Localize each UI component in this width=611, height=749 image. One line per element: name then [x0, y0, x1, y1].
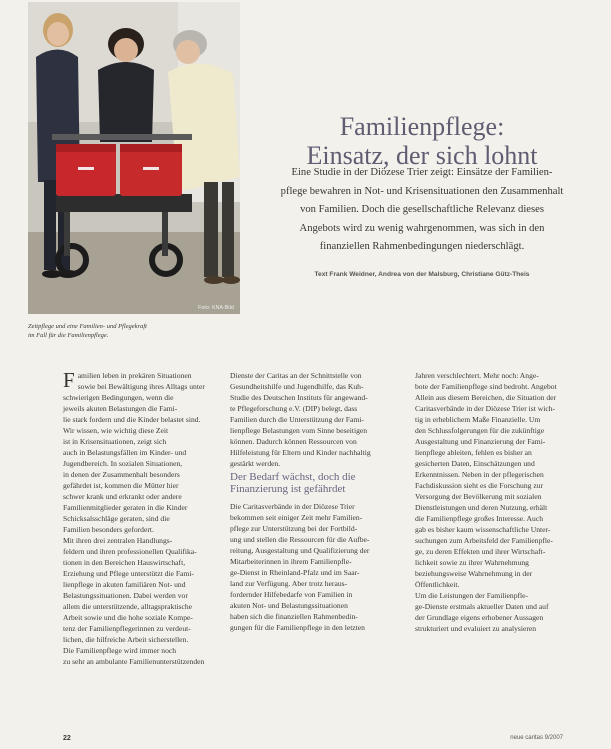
- body-text-line: Familienmitglieder geraten in die Kinder: [63, 503, 188, 512]
- body-text-line: lichkeit sowie zu ihrer Wahrnehmung: [415, 558, 529, 567]
- body-text-line: Dienste der Caritas an der Schnittstelle von: [230, 371, 362, 380]
- body-text-line: lienpflege in akuten familiären Not- und: [63, 580, 186, 589]
- lead-line: pflege bewahren in Not- und Krisensituationen den Zusammenhalt: [280, 185, 564, 197]
- body-text-line: jeweils akuten Belastungen die Fami-: [63, 404, 178, 413]
- body-text-line: Studie des Deutschen Instituts für angewand-: [230, 393, 368, 402]
- body-text-line: Fachdiskussion sieht es die Forschung zur: [415, 481, 544, 490]
- body-text-line: tig in erheblichem Maße Finanzielle. Um: [415, 415, 541, 424]
- body-text-line: Jugendbereich. In sozialen Situationen,: [63, 459, 183, 468]
- lead-line: Eine Studie in der Diözese Trier zeigt: Einsätze der Familien-: [291, 167, 553, 178]
- body-text-line: gefährdet ist, kommen die Mütter hier: [63, 481, 179, 490]
- body-text-line: feldern und ihren professionellen Qualifika-: [63, 547, 197, 556]
- headline-line-1: Familienpflege:: [339, 112, 505, 142]
- body-text-line: Hilfeleistung für Eltern und Kinder nachhaltig: [230, 448, 371, 457]
- body-text-line: beziehungsweise Wahrnehmung in der: [415, 569, 533, 578]
- body-text-line: allem die unterstützende, alltagspraktische: [63, 602, 193, 611]
- text-column-1: [63, 368, 205, 667]
- body-text-line: Arbeit sowie und die hohe soziale Kompe-: [63, 613, 193, 622]
- body-text-line: die Familienpflege großes Interesse. Auch: [415, 514, 543, 523]
- body-text-line: auch in Belastungsfällen im Kinder- und: [63, 448, 187, 457]
- body-text-line: land zur Verfügung. Aber trotz heraus-: [230, 579, 348, 588]
- subhead-line: Finanzierung ist gefährdet: [230, 483, 346, 495]
- body-text-line: suchungen zum Arbeitsfeld der Familienpfle-: [415, 536, 553, 545]
- page-number: 22: [63, 735, 71, 742]
- magazine-issue: neue caritas 9/2007: [510, 735, 563, 741]
- article-byline: Text Frank Weidner, Andrea von der Malsburg, Christiane Gütz-Theis: [314, 271, 530, 278]
- photo-caption: [28, 322, 228, 340]
- drop-cap: F: [63, 368, 75, 392]
- body-text-line: Schicksalsschläge geraten, sind die: [63, 514, 170, 523]
- body-text-line: Die Familienpflege wird immer noch: [63, 646, 177, 655]
- body-text-line: lie stark fordern und die Kinder belastet sind.: [63, 415, 201, 424]
- caption-line: Zeitpflege und eine Familien- und Pflegekraft: [28, 323, 147, 330]
- body-text-line: lienpflege ableiten, fehlen es bisher an: [415, 448, 532, 457]
- body-text-line: gestärkt werden.: [230, 459, 281, 468]
- body-text-line: können. Dadurch können Ressourcen von: [230, 437, 357, 446]
- body-text-line: sowie bei Bewältigung ihres Alltags unter: [77, 382, 205, 391]
- body-text-line: amilien leben in prekären Situationen: [77, 371, 192, 380]
- body-text-line: reitung, Ausgestaltung und Qualifizierung der: [230, 546, 370, 555]
- body-text-line: ge, zu deren Effekten und ihrer Wirtschaft-: [415, 547, 546, 556]
- body-text-line: fordernder Hilfebedarfe von Familien in: [230, 590, 353, 599]
- body-text-line: Gesundheitshilfe und Jugendhilfe, das Kuh-: [230, 382, 364, 391]
- body-text-line: Erkenntnissen. Neben in der pflegerischen: [415, 470, 544, 479]
- body-text-line: in denen der Zusammenhalt besonders: [63, 470, 180, 479]
- lead-line: von Familien. Doch die gesellschaftliche Relevanz dieses: [300, 204, 544, 216]
- body-text-line: ge-Dienst in Rheinland-Pfalz und im Saar-: [230, 568, 360, 577]
- body-text-line: ge-Dienste erstmals aktueller Daten und auf: [415, 602, 549, 611]
- body-text-line: Caritasverbände in der Diözese Trier ist wich-: [415, 404, 556, 413]
- body-text-line: der Grundlage eigens erhobener Aussagen: [415, 613, 544, 622]
- body-text-line: schwer krank und erkrankt oder andere: [63, 492, 182, 501]
- subhead-line: Der Bedarf wächst, doch die: [230, 471, 356, 483]
- body-text-line: te Pflegeforschung e.V. (DIP) belegt, dass: [230, 404, 358, 413]
- body-text-line: Allein aus diesem Bereichen, die Situation der: [415, 393, 557, 402]
- body-text-line: akuten Not- und Belastungssituationen: [230, 601, 348, 610]
- body-text-line: tenz der Familienpflegerinnen zu verdeut-: [63, 624, 191, 633]
- text-column-3: [415, 370, 557, 634]
- article-photo: [28, 2, 240, 314]
- body-text-line: Familien besonders gefordert.: [63, 525, 154, 534]
- body-text-line: Versorgung der Bevölkerung mit sozialen: [415, 492, 542, 501]
- body-text-line: zu sehr an ambulante Familienunterstützenden: [63, 657, 205, 666]
- body-text-line: pflege zur Unterstützung bei der Fortbild-: [230, 524, 358, 533]
- lead-line: Angebots wird zu wenig wahrgenommen, was sich in den: [299, 222, 545, 234]
- body-text-line: Erziehung und Pflege unterstützt die Fami-: [63, 569, 194, 578]
- body-text-line: gungen für die Familienpflege in den letzten: [230, 623, 365, 632]
- body-text-line: ung und stellen die Ressourcen für die Aufbe-: [230, 535, 370, 544]
- body-text-line: gesicherten Daten, Einschätzungen und: [415, 459, 535, 468]
- body-text-line: Die Caritasverbände in der Diözese Trier: [230, 502, 355, 511]
- photo-credit: Foto: KNA-Bild: [198, 305, 234, 311]
- body-text-line: Um die Leistungen der Familienpfle-: [415, 591, 529, 600]
- body-text-line: gab es bisher kaum wissenschaftliche Unter-: [415, 525, 551, 534]
- body-text-line: strukturiert und evaluiert zu analysieren: [415, 624, 537, 633]
- body-text-line: Familien durch die Unterstützung der Fami-: [230, 415, 364, 424]
- body-text-line: tionen in den Bereichen Hauswirtschaft,: [63, 558, 186, 567]
- body-text-line: haben sich die finanziellen Rahmenbedin-: [230, 612, 358, 621]
- body-text-line: schwierigen Bedingungen, wenn die: [63, 393, 174, 402]
- caption-line: im Fall für die Familienpflege.: [28, 332, 109, 339]
- body-text-line: lienpflege Belastungen vom Sinne beseitigen: [230, 426, 368, 435]
- body-text-line: Mit ihren drei zentralen Handlungs-: [63, 536, 173, 545]
- body-text-line: Öffentlichkeit.: [415, 580, 460, 589]
- article-lead: [252, 164, 592, 257]
- body-text-line: lichen, die hilfreiche Arbeit sicherstellen.: [63, 635, 189, 644]
- body-text-line: Dienstleistungen und deren Nutzung, erhält: [415, 503, 548, 512]
- body-text-line: Mitarbeiterinnen in ihrem Familienpfle-: [230, 557, 352, 566]
- body-text-line: ist in Krisensituationen, zeigt sich: [63, 437, 167, 446]
- body-text-line: Ausgestaltung und Finanzierung der Fami-: [415, 437, 546, 446]
- photo-illustration: [28, 2, 240, 314]
- headline-line-2: Einsatz, der sich lohnt: [306, 141, 538, 171]
- body-text-line: den Schlussfolgerungen für die zukünftige: [415, 426, 545, 435]
- text-column-2: [230, 370, 371, 633]
- body-text-line: bote der Familienpflege sind bedroht. Angebot: [415, 382, 557, 391]
- body-text-line: Wir wissen, wie wichtig diese Zeit: [63, 426, 169, 435]
- lead-line: finanziellen Rahmenbedingungen niederschlägt.: [319, 241, 525, 253]
- body-text-line: bekommen seit einiger Zeit mehr Familien-: [230, 513, 363, 522]
- body-text-line: Jahren verschlechtert. Mehr noch: Ange-: [415, 371, 539, 380]
- body-text-line: Belastungssituationen. Dabei werden vor: [63, 591, 188, 600]
- section-subhead: [230, 471, 360, 495]
- article-headline: [262, 112, 582, 170]
